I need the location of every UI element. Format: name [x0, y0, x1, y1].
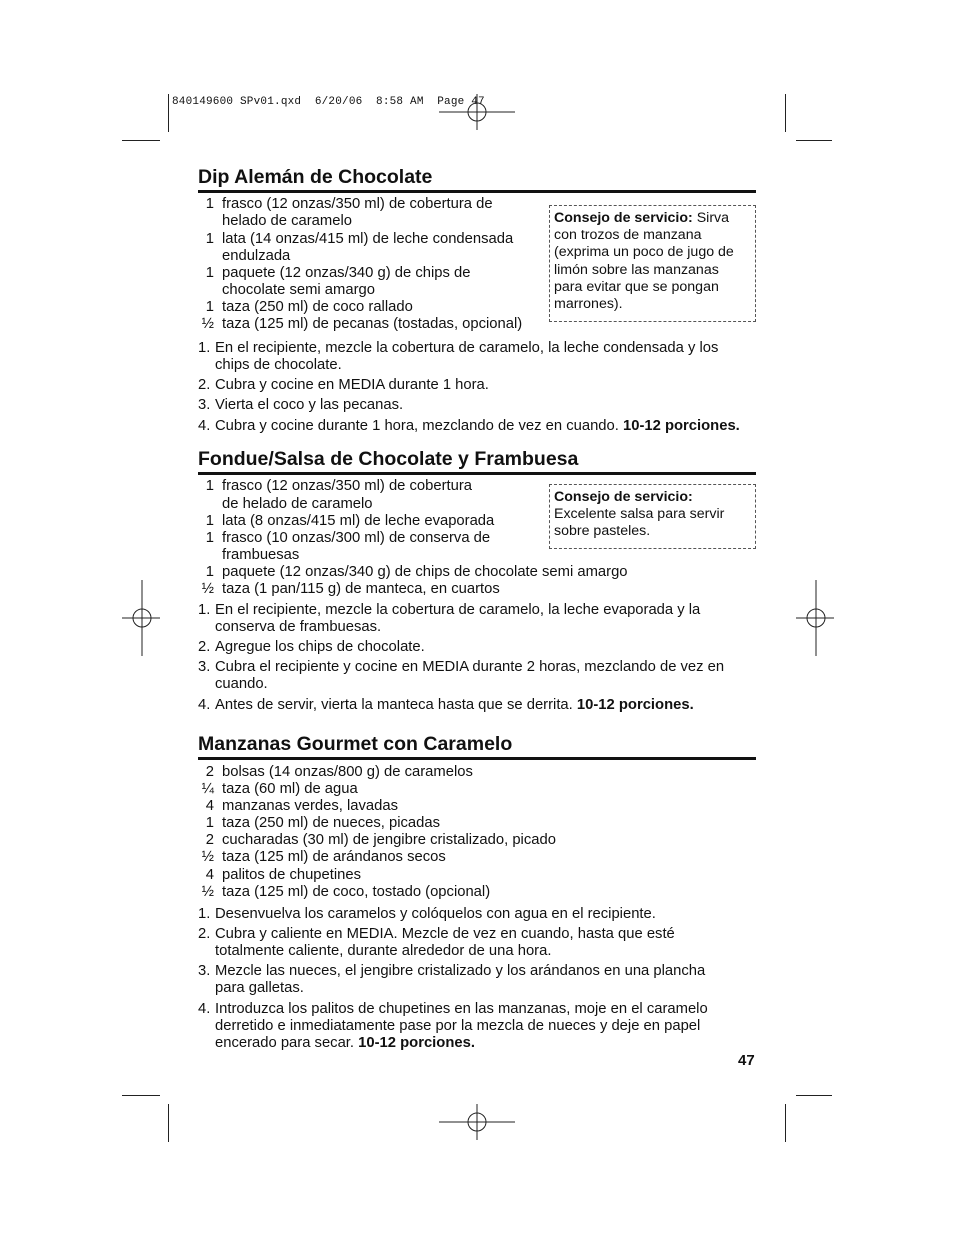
- serving-tip-box: Consejo de servicio: Sirva con trozos de manzana (exprima un poco de jugo de limón sobre las manzanas para evitar que se pongan marrones).: [549, 205, 756, 322]
- recipe-title: Manzanas Gourmet con Caramelo: [198, 733, 513, 755]
- recipe-title: Fondue/Salsa de Chocolate y Frambuesa: [198, 448, 579, 470]
- recipe-title: Dip Alemán de Chocolate: [198, 166, 433, 188]
- crop-mark: [122, 140, 160, 141]
- title-rule: [198, 472, 756, 475]
- crop-mark: [122, 1095, 160, 1096]
- title-rule: [198, 757, 756, 760]
- crop-mark: [796, 1095, 832, 1096]
- registration-mark-icon: [439, 94, 515, 130]
- crop-mark: [785, 94, 786, 132]
- registration-mark-icon: [439, 1104, 515, 1140]
- title-rule: [198, 190, 756, 193]
- print-slug: 840149600 SPv01.qxd 6/20/06 8:58 AM Page 47: [172, 96, 485, 108]
- registration-mark-icon: [796, 580, 834, 656]
- page-number: 47: [738, 1052, 755, 1069]
- crop-mark: [785, 1104, 786, 1142]
- registration-mark-icon: [122, 580, 160, 656]
- crop-mark: [168, 1104, 169, 1142]
- crop-mark: [168, 94, 169, 132]
- crop-mark: [796, 140, 832, 141]
- serving-tip-box: Consejo de servicio: Excelente salsa para servir sobre pasteles.: [549, 484, 756, 549]
